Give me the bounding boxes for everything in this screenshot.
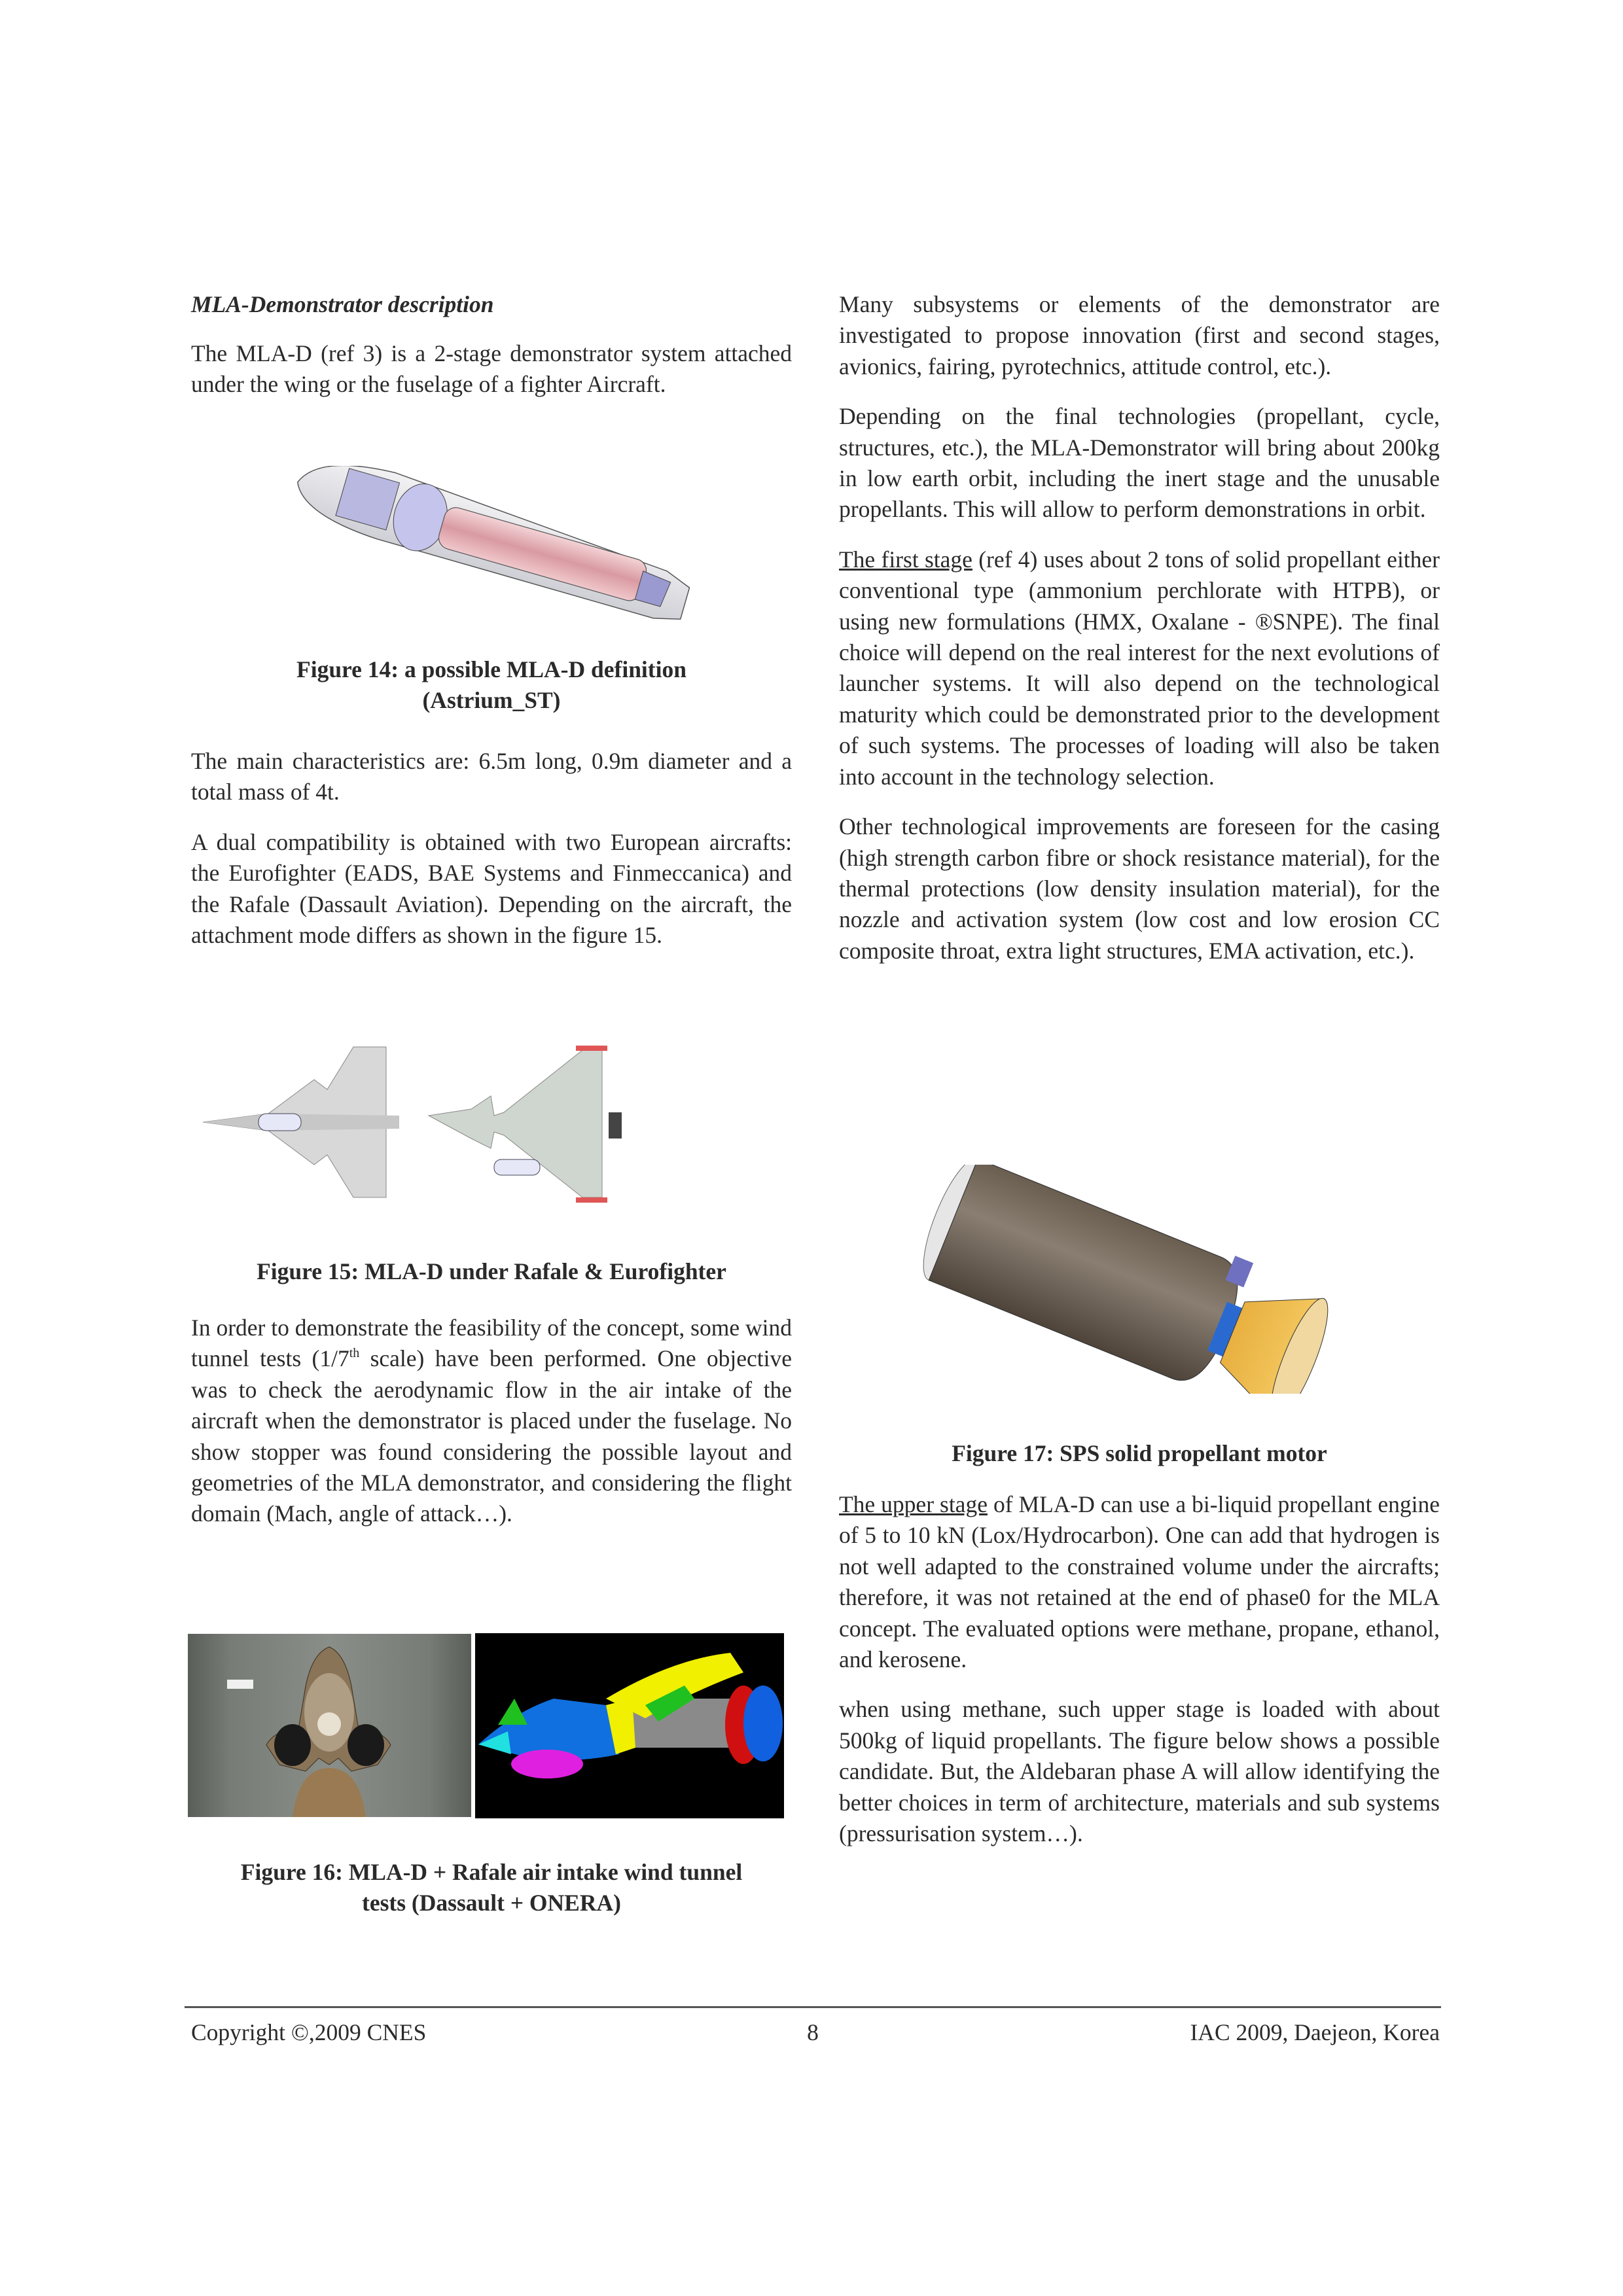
characteristics-paragraph: The main characteristics are: 6.5m long, 0.9m diameter and a total mass of 4t. — [191, 748, 792, 805]
figure-16-caption-line2: tests (Dassault + ONERA) — [362, 1890, 621, 1916]
upper-stage-paragraph — [839, 1489, 1440, 1675]
wind-tunnel-paragraph — [191, 1313, 792, 1530]
technologies-paragraph: Depending on the final technologies (propellant, cycle, structures, etc.), the MLA-Demonstrator will bring about 200kg in low earth orbit, including the inert stage and the unusable propellants. This will allow to perform demonstrations in orbit. — [839, 403, 1440, 523]
page-number: 8 — [807, 2019, 819, 2045]
figure-16-caption — [191, 1857, 792, 1918]
figure-15-image — [196, 1040, 707, 1204]
wind-tunnel-text-b: scale) have been performed. One objective was to check the aerodynamic flow in the air intake of the aircraft when the demonstrator is placed under the fuselage. No show stopper was found considering the possible layout and geometries of the MLA demonstrator, and considering the flight domain (Mach, angle of attack…). — [191, 1345, 793, 1527]
upper-stage-label: The upper stage — [839, 1491, 988, 1517]
footer-divider — [185, 2006, 1441, 2008]
figure-14-image — [275, 466, 707, 623]
figure-17-caption — [839, 1438, 1440, 1469]
figure-14-caption-line1: Figure 14: a possible MLA-D definition — [296, 656, 687, 682]
footer-copyright: Copyright ©,2009 CNES — [191, 2019, 427, 2045]
first-stage-paragraph — [839, 544, 1440, 792]
figure-15-caption — [191, 1256, 792, 1287]
figure-14-caption-line2: (Astrium_ST) — [422, 687, 561, 713]
figure-17-caption-text: Figure 17: SPS solid propellant motor — [952, 1440, 1327, 1466]
superscript-th: th — [349, 1346, 360, 1361]
figure-16-wind-tunnel-photo — [188, 1634, 471, 1817]
footer-conference: IAC 2009, Daejeon, Korea — [1190, 2019, 1440, 2045]
wind-tunnel-text-a: In order to demonstrate the feasibility of the concept, some wind tunnel tests (1/7 — [191, 1315, 792, 1372]
compatibility-paragraph: A dual compatibility is obtained with two European aircrafts: the Eurofighter (EADS, BAE Systems and Finmeccanica) and the Rafale (Dassault Aviation). Depending on the aircraft, the attachment mode differs as shown in the figure 15. — [191, 828, 792, 949]
right-column-top — [839, 289, 1440, 966]
figure-16-cad-model — [475, 1633, 784, 1818]
upper-stage-text: of MLA-D can use a bi-liquid propellant engine of 5 to 10 kN (Lox/Hydrocarbon). One can add that hydrogen is not well adapted to the constrained volume under the aircrafts; therefore, it was not retained at the end of phase0 for the MLA concept. The evaluated options were methane, propane, ethanol, and kerosene. — [839, 1491, 1440, 1673]
first-stage-text: (ref 4) uses about 2 tons of solid propellant either conventional type (ammonium perchlorate with HTPB), or using new formulations (HMX, Oxalane - ®SNPE). The final choice will depend on the real interest for the next evolutions of launcher systems. It will also depend on the technological maturity which could be demonstrated prior to the development of such systems. The processes of loading will also be taken into account in the technology selection. — [839, 546, 1440, 790]
figure-16-caption-line1: Figure 16: MLA-D + Rafale air intake wind tunnel — [240, 1859, 743, 1885]
right-column-bottom — [839, 1489, 1440, 1849]
first-stage-label: The first stage — [839, 546, 972, 573]
intro-paragraph: The MLA-D (ref 3) is a 2-stage demonstrator system attached under the wing or the fuselage of a fighter Aircraft. — [191, 340, 792, 398]
methane-paragraph: when using methane, such upper stage is loaded with about 500kg of liquid propellants. The figure below shows a possible candidate. But, the Aldebaran phase A will allow identifying the better choices in term of architecture, materials and sub systems (pressurisation system…). — [839, 1696, 1440, 1847]
wind-tunnel-block — [191, 1313, 792, 1530]
characteristics-block — [191, 746, 792, 951]
improvements-paragraph: Other technological improvements are foreseen for the casing (high strength carbon fibre or shock resistance material), for the thermal protections (low density insulation material), for the nozzle and activation system (low cost and low erosion CC composite throat, extra light structures, EMA activation, etc.). — [839, 813, 1440, 964]
figure-17-image — [897, 1165, 1355, 1394]
figure-15-caption-text: Figure 15: MLA-D under Rafale & Eurofighter — [257, 1258, 726, 1284]
section-heading: MLA-Demonstrator description — [191, 291, 494, 317]
figure-14-caption — [191, 654, 792, 716]
subsystems-paragraph: Many subsystems or elements of the demonstrator are investigated to propose innovation (first and second stages, avionics, fairing, pyrotechnics, attitude control, etc.). — [839, 291, 1440, 380]
left-column — [191, 289, 792, 400]
